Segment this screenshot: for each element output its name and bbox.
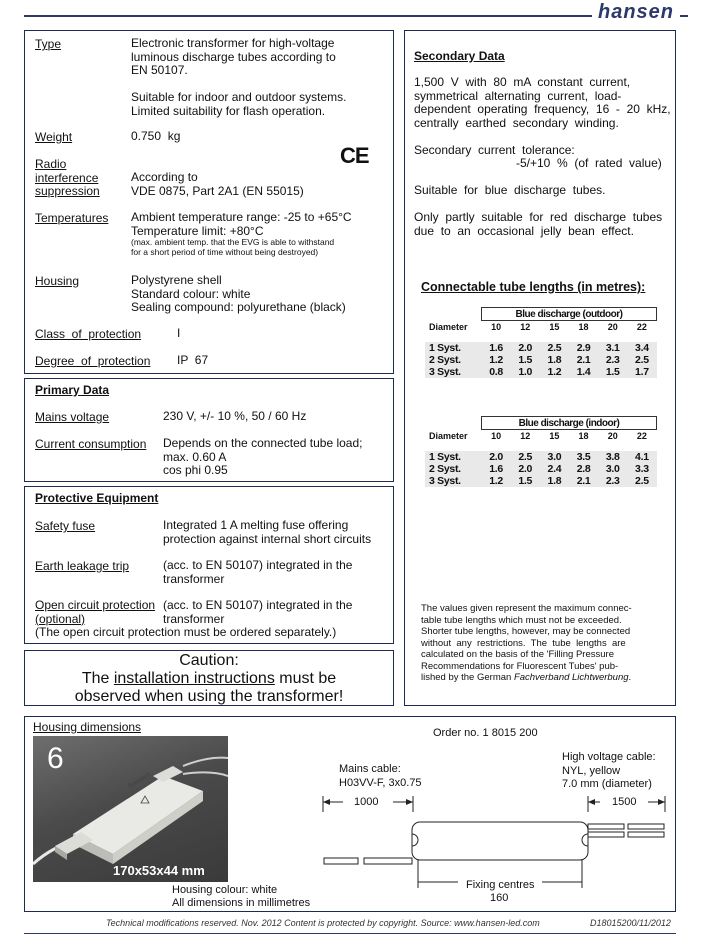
mains-cable-label: Mains cable: H03VV-F, 3x0.75 [339,763,422,789]
table-cell: 1.5 [511,475,540,487]
degree-protection-label: Degree of protection [35,354,151,368]
diameter-cell: 20 [607,431,618,441]
row-label: 1 Syst. [425,342,482,354]
ce-mark: CE [340,143,369,168]
fixing-centres-value: 160 [490,892,509,904]
diameter-label: Diameter [429,321,468,332]
housing-units: All dimensions in millimetres [172,897,311,909]
diameter-cell: 20 [607,322,618,332]
diameter-cell: 15 [549,431,560,441]
diameter-cell: 15 [549,322,560,332]
note-italic: Fachverband Lichtwerbung [513,672,629,683]
diameter-cell: 18 [578,431,589,441]
mains-voltage-value: 230 V, +/- 10 %, 50 / 60 Hz [163,409,307,423]
tube-lengths-note [421,603,632,684]
table-caption-indoor: Blue discharge (indoor) [482,417,657,430]
table-cell: 2.4 [540,463,569,475]
housing-value: Polystyrene shell Standard colour: white Sealing compound: polyurethane (black) [131,273,346,314]
current-consumption-value: Depends on the connected tube load; max. 0.60 A cos phi 0.95 [163,436,363,477]
table-cell: 1.2 [482,475,511,487]
diameter-label: Diameter [429,430,468,441]
table-cell: 3.4 [627,342,656,354]
table-row [425,475,657,487]
primary-data-title: Primary Data [35,383,110,397]
table-cell: 2.5 [627,475,656,487]
table-cell: 3.1 [598,342,627,354]
row-label: 1 Syst. [425,451,482,463]
radio-label: Radio interference suppression [35,157,100,198]
temperatures-note: (max. ambient temp. that the EVG is able to withstand for a short period of time without being destroyed) [131,237,335,257]
caution-line1 [26,670,392,688]
table-cell: 1.8 [540,475,569,487]
table-cell: 1.2 [482,354,511,366]
type-value: Electronic transformer for high-voltage luminous discharge tubes according to EN 50107. Suitable for indoor and outdoor systems. Limited suitability for flash operation. [131,36,347,118]
diameter-cell: 10 [491,431,502,441]
note-text: The values given represent the maximum connec- table tube lengths which must not be exceeded. Shorter tube lengths, however, may be connected without any restrictions. The tube lengths are calculated on the basis of the 'Filling Pressure Recommendations for Fluorescent Tubes' pub- lished by the German [421,603,632,683]
diameter-cell: 12 [520,322,531,332]
earth-leakage-label: Earth leakage trip [35,559,130,573]
protective-equipment-title: Protective Equipment [35,491,159,505]
footer-doc-id: D18015200/11/2012 [590,918,671,928]
footer-notice: Technical modifications reserved. Nov. 2012 Content is protected by copyright. Source: www.hansen-led.com [106,918,540,928]
safety-fuse-label: Safety fuse [35,519,96,533]
diameter-cell: 10 [491,322,502,332]
open-circuit-label: Open circuit protection (optional) [35,598,156,626]
degree-protection-value: IP 67 [177,353,209,367]
tube-lengths-title: Connectable tube lengths (in metres): [421,280,646,294]
table-cell: 1.4 [569,366,598,378]
open-circuit-value: (acc. to EN 50107) integrated in the transformer [163,598,353,626]
table-cell: 3.8 [598,451,627,463]
table-cell: 1.0 [511,366,540,378]
table-caption-outdoor: Blue discharge (outdoor) [482,308,657,321]
table-cell: 2.0 [511,463,540,475]
header-rule-left [24,15,592,17]
table-cell: 1.2 [540,366,569,378]
footer-rule [24,933,676,934]
product-photo [33,736,228,882]
hv-cable-label: High voltage cable: NYL, yellow 7.0 mm (diameter) [562,751,656,790]
table-cell: 2.1 [569,475,598,487]
svg-text:hansen: hansen [127,771,153,790]
row-label: 2 Syst. [425,354,482,366]
installation-instructions-link[interactable]: installation instructions [113,670,275,687]
photo-number: 6 [47,742,64,775]
table-cell: 3.0 [540,451,569,463]
weight-label: Weight [35,130,73,144]
caution-line1-pre: The [81,670,114,687]
table-cell: 2.9 [569,342,598,354]
header-rule-right [680,15,688,17]
diameter-cell: 12 [520,431,531,441]
table-cell: 1.6 [482,342,511,354]
dimension-left: 1000 [354,796,379,808]
table-cell: 3.0 [598,463,627,475]
table-cell: 2.3 [598,475,627,487]
table-cell: 2.5 [540,342,569,354]
safety-fuse-value: Integrated 1 A melting fuse offering protection against internal short circuits [163,518,372,546]
table-cell: 2.1 [569,354,598,366]
temperatures-label: Temperatures [35,211,109,225]
secondary-p3: Suitable for blue discharge tubes. [414,183,606,197]
housing-label: Housing [35,274,80,288]
table-cell: 1.8 [540,354,569,366]
dimension-right: 1500 [612,796,637,808]
row-label: 3 Syst. [425,475,482,487]
weight-value: 0.750 kg [131,129,181,143]
diameter-cell: 18 [578,322,589,332]
housing-dimensions-title: Housing dimensions [33,720,142,734]
order-number: Order no. 1 8015 200 [433,727,538,739]
fixing-centres-label: Fixing centres [466,879,535,891]
table-row [425,366,657,378]
table-cell: 1.7 [627,366,656,378]
table-row [425,342,657,354]
table-row [425,354,657,366]
brand-logo: hansen [598,1,675,23]
diameter-cell: 22 [636,431,647,441]
class-protection-label: Class of protection [35,327,142,341]
diameter-cell: 22 [636,322,647,332]
table-cell: 1.5 [598,366,627,378]
row-label: 3 Syst. [425,366,482,378]
table-cell: 2.3 [598,354,627,366]
table-cell: 4.1 [627,451,656,463]
row-label: 2 Syst. [425,463,482,475]
secondary-tolerance-value: -5/+10 % (of rated value) [516,156,662,170]
table-row [425,451,657,463]
table-cell: 0.8 [482,366,511,378]
table-cell: 2.5 [627,354,656,366]
table-cell: 2.5 [511,451,540,463]
caution-line2: observed when using the transformer! [74,688,344,705]
caution-line1-post: must be [274,670,337,687]
table-cell: 1.6 [482,463,511,475]
table-cell: 2.0 [482,451,511,463]
table-cell: 3.5 [569,451,598,463]
caution-text [26,652,392,706]
photo-size-label: 170x53x44 mm [113,863,205,878]
current-consumption-label: Current consumption [35,437,147,451]
table-cell: 3.3 [627,463,656,475]
note-end: . [628,672,632,683]
mains-voltage-label: Mains voltage [35,410,110,424]
tube-table-outdoor [425,307,657,378]
housing-colour: Housing colour: white [172,884,278,896]
temperatures-value: Ambient temperature range: -25 to +65°C Temperature limit: +80°C [131,210,352,238]
open-circuit-note: (The open circuit protection must be ordered separately.) [35,625,337,639]
secondary-p1: 1,500 V with 80 mA constant current, symmetrical alternating current, load- dependent operating frequency, 16 - 20 kHz, centrally earthed secondary winding. [414,75,671,130]
class-protection-value: I [177,326,181,340]
secondary-tolerance-label: Secondary current tolerance: [414,143,575,157]
table-cell: 2.0 [511,342,540,354]
table-cell: 1.5 [511,354,540,366]
radio-value: According to VDE 0875, Part 2A1 (EN 55015) [131,170,304,198]
table-row [425,463,657,475]
type-label: Type [35,37,62,51]
tube-table-indoor [425,416,657,487]
secondary-data-title: Secondary Data [414,49,505,63]
earth-leakage-value: (acc. to EN 50107) integrated in the transformer [163,558,353,586]
table-cell: 2.8 [569,463,598,475]
caution-title: Caution: [179,652,239,669]
secondary-p4: Only partly suitable for red discharge tubes due to an occasional jelly bean effect. [414,210,663,238]
